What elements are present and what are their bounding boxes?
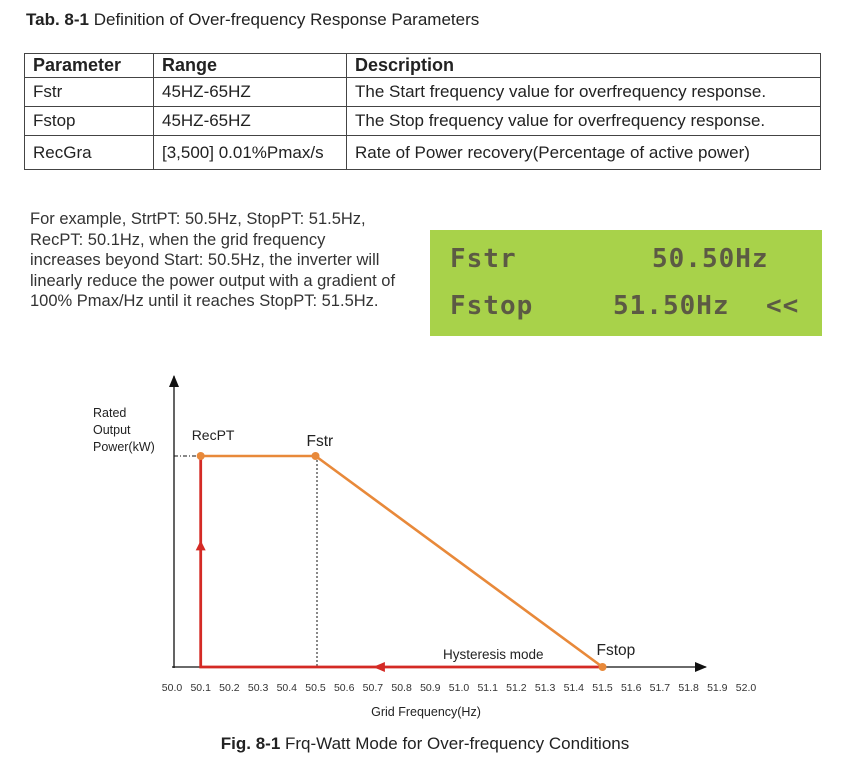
lcd-fstop-label: Fstop: [450, 291, 534, 321]
hysteresis-arrow-left: [373, 662, 385, 672]
y-axis-label-line: Rated: [93, 406, 127, 420]
lcd-fstop-value: 51.50Hz: [613, 291, 730, 321]
cell-parameter: RecGra: [25, 136, 154, 170]
annotation-recpt: RecPT: [191, 427, 235, 443]
x-axis-ticks: [162, 682, 757, 694]
cell-range: [3,500] 0.01%Pmax/s: [154, 136, 347, 170]
x-tick-label: 50.3: [247, 682, 269, 694]
figure-caption-text: Frq-Watt Mode for Over-frequency Conditions: [285, 734, 630, 753]
x-tick-label: 51.0: [448, 682, 470, 694]
header-description: Description: [347, 54, 821, 78]
hysteresis-path: [201, 456, 603, 667]
figure-caption-label: Fig. 8-1: [220, 734, 281, 753]
table-caption-text: Definition of Over-frequency Response Parameters: [93, 10, 480, 29]
x-tick-label: 51.6: [620, 682, 642, 694]
derating-curve: [201, 456, 603, 667]
data-point: [312, 452, 320, 460]
x-tick-label: 50.2: [219, 682, 240, 694]
annotation-fstop: Fstop: [596, 642, 636, 659]
y-axis-label-line: Output: [93, 423, 131, 437]
data-point: [197, 452, 205, 460]
x-tick-label: 50.1: [190, 682, 211, 694]
annotation-fstr: Fstr: [306, 433, 334, 450]
x-tick-label: 51.3: [534, 682, 556, 694]
y-axis-label: [93, 406, 155, 454]
cell-range: 45HZ-65HZ: [154, 78, 347, 107]
x-tick-label: 51.9: [707, 682, 728, 694]
x-tick-label: 50.5: [305, 682, 326, 694]
header-range: Range: [154, 54, 347, 78]
x-tick-label: 50.7: [362, 682, 384, 694]
cell-description: The Start frequency value for overfrequency response.: [347, 78, 821, 107]
x-tick-label: 51.2: [506, 682, 527, 694]
x-tick-label: 50.0: [161, 682, 183, 694]
x-tick-label: 51.5: [592, 682, 613, 694]
x-tick-label: 51.1: [477, 682, 498, 694]
x-tick-label: 50.4: [276, 682, 298, 694]
x-tick-label: 51.4: [563, 682, 585, 694]
example-paragraph: For example, StrtPT: 50.5Hz, StopPT: 51.5Hz, RecPT: 50.1Hz, when the grid frequency increases beyond Start: 50.5Hz, the inverter will linearly reduce the power output with a gradient of 100% Pmax/Hz until it reaches StopPT: 51.5Hz.: [30, 210, 396, 311]
x-tick-label: 51.8: [678, 682, 699, 694]
y-axis-label-line: Power(kW): [93, 440, 155, 454]
lcd-marker: <<: [766, 291, 800, 321]
data-point: [599, 663, 607, 671]
x-tick-label: 51.7: [649, 682, 671, 694]
chart-annotations: [192, 427, 636, 662]
annotation-hysteresis: Hysteresis mode: [443, 647, 544, 662]
table-caption-label: Tab. 8-1: [26, 10, 89, 29]
cell-parameter: Fstr: [25, 78, 154, 107]
x-axis-label: Grid Frequency(Hz): [371, 705, 481, 719]
hysteresis-arrow-up: [196, 540, 206, 550]
figure-caption: [0, 734, 850, 754]
lcd-fstr-label: Fstr: [450, 244, 517, 274]
x-tick-label: 50.6: [333, 682, 355, 694]
cell-description: Rate of Power recovery(Percentage of active power): [347, 136, 821, 170]
chart-series: [196, 452, 607, 672]
cell-range: 45HZ-65HZ: [154, 107, 347, 136]
header-parameter: Parameter: [25, 54, 154, 78]
x-tick-label: 50.9: [420, 682, 441, 694]
lcd-fstr-value: 50.50Hz: [652, 244, 769, 274]
x-tick-label: 52.0: [735, 682, 757, 694]
cell-parameter: Fstop: [25, 107, 154, 136]
cell-description: The Stop frequency value for overfrequency response.: [347, 107, 821, 136]
x-tick-label: 50.8: [391, 682, 412, 694]
